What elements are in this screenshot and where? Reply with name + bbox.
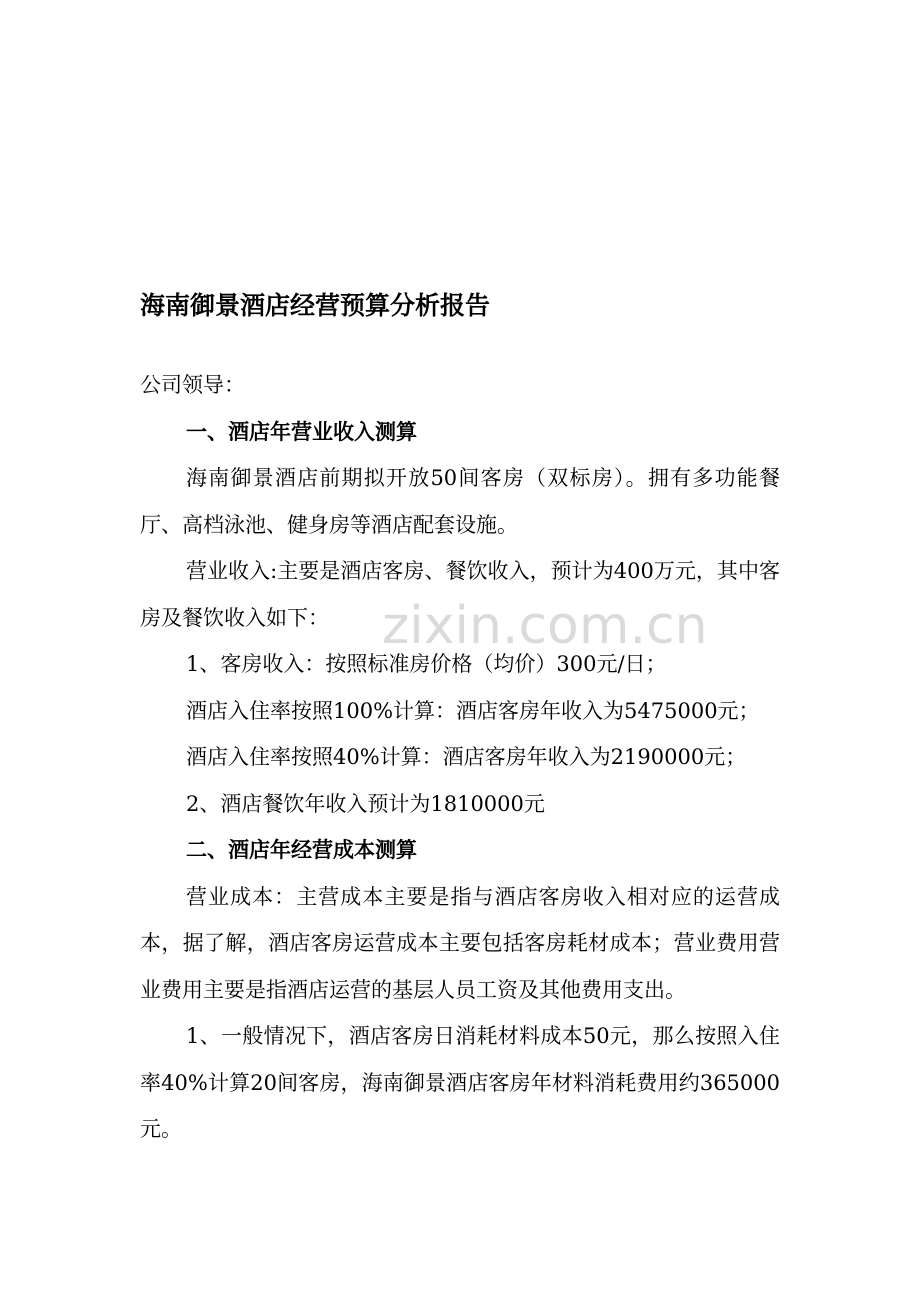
paragraph-revenue: 营业收入:主要是酒店客房、餐饮收入，预计为400万元，其中客房及餐饮收入如下：: [140, 559, 780, 630]
section-heading-cost: 二、酒店年经营成本测算: [186, 838, 417, 862]
paragraph-occupancy-100: 酒店入住率按照100%计算：酒店客房年收入为5475000元；: [186, 698, 760, 723]
paragraph-catering: 2、酒店餐饮年收入预计为1810000元: [186, 791, 545, 816]
paragraph-occupancy-40: 酒店入住率按照40%计算：酒店客房年收入为2190000元；: [186, 745, 747, 769]
document-body: [140, 362, 780, 1153]
document-title: 海南御景酒店经营预算分析报告: [140, 291, 491, 320]
paragraph-cost-intro: 营业成本：主营成本主要是指与酒店客房收入相对应的运营成本，据了解，酒店客房运营成本主要包括客房耗材成本；营业费用营业费用主要是指酒店运营的基层人员工资及其他费用支出。: [140, 884, 780, 1002]
paragraph-material-cost: 1、一般情况下，酒店客房日消耗材料成本50元，那么按照入住率40%计算20间客房，海南御景酒店客房年材料消耗费用约365000元。: [140, 1024, 780, 1141]
paragraph-room-revenue: 1、客房收入：按照标准房价格（均价）300元/日；: [186, 652, 667, 676]
section-heading-revenue: 一、酒店年营业收入测算: [186, 419, 417, 444]
salutation: 公司领导：: [140, 373, 245, 397]
watermark: zixin.com.cn: [382, 596, 708, 656]
paragraph-intro: 海南御景酒店前期拟开放50间客房（双标房）。拥有多功能餐厅、高档泳池、健身房等酒店配套设施。: [140, 466, 780, 537]
